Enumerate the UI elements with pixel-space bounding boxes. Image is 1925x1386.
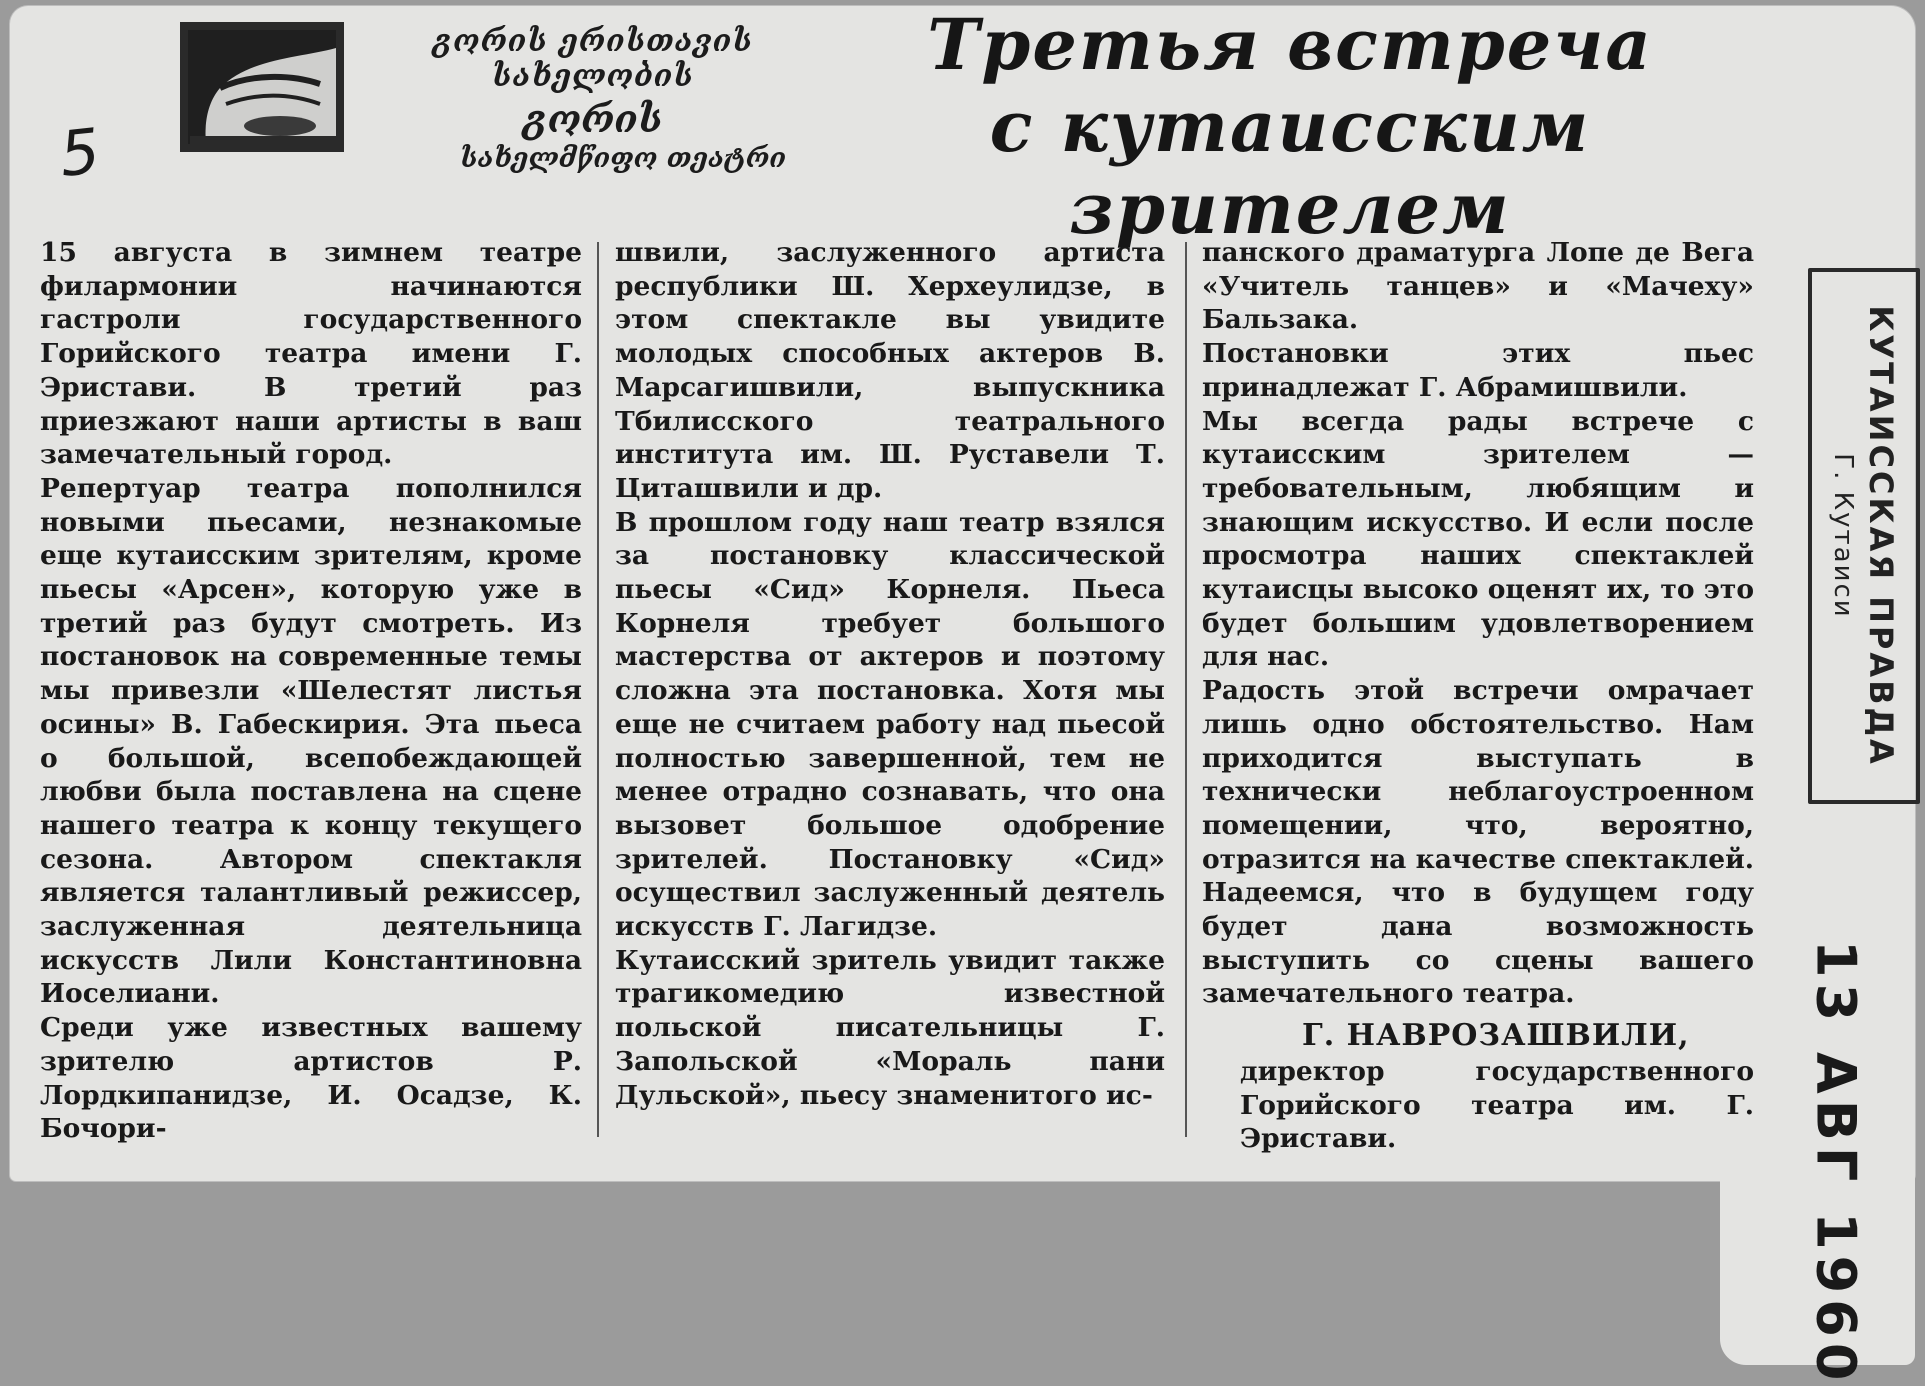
paragraph: 15 августа в зимнем театре филармонии начинаются гастроли государственного Горийского театра имени Г. Эристави. В третий раз приезжают наши артисты в ваш замечательный город. xyxy=(40,237,582,471)
paragraph: Среди уже известных вашему зрителю артистов Р. Лордкипанидзе, И. Осадзе, К. Бочори- xyxy=(40,1012,582,1145)
paragraph: Постановки этих пьес принадлежат Г. Абрамишвили. xyxy=(1202,338,1754,403)
newspaper-source-stamp xyxy=(1808,268,1920,804)
theatre-masthead xyxy=(180,18,830,174)
headline-line-1: Третья встреча xyxy=(927,3,1653,86)
column-divider xyxy=(597,242,599,1137)
paragraph: швили, заслуженного артиста республики Ш. Херхеулидзе, в этом спектакле вы увидите молодых способных актеров В. Марсагишвили, выпускника Тбилисского театрального института им. Ш. Руставели Т. Циташвили и др. xyxy=(615,237,1165,504)
source-stamp-text xyxy=(1828,276,1900,796)
column-divider xyxy=(1185,242,1187,1137)
article-column-1 xyxy=(40,236,582,1146)
masthead-line-2: გორის xyxy=(523,96,663,141)
headline-line-2: с кутаисским xyxy=(989,85,1591,168)
masthead-text xyxy=(358,24,828,174)
handwritten-page-number: 5 xyxy=(56,114,104,191)
article-headline xyxy=(870,4,1710,250)
paragraph: В прошлом году наш театр взялся за постановку классической пьесы «Сид» Корнеля. Пьеса Корнеля требует большого мастерства от актеров и поэтому сложна эта постановка. Хотя мы еще не считаем работу над пьесой полностью завершенной, тем не менее отрадно сознавать, что она вызовет большое одобрение зрителей. Постановку «Сид» осуществил заслуженный деятель искусств Г. Лагидзе. xyxy=(615,506,1165,943)
paragraph: Радость этой встречи омрачает лишь одно обстоятельство. Нам приходится выступать в технически неблагоустроенном помещении, что, вероятно, отразится на качестве спектаклей. Надеемся, что в будущем году будет дана возможность выступить со сцены вашего замечательного театра. xyxy=(1202,675,1754,1010)
author-name: Г. НАВРОЗАШВИЛИ, xyxy=(1302,1018,1690,1053)
paragraph: Репертуар театра пополнился новыми пьесами, незнакомые еще кутаисским зрителям, кроме пьесы «Арсен», которую уже в третий раз будут смотреть. Из постановок на современные темы мы привезли «Шелестят листья осины» В. Габескирия. Эта пьеса о большой, всепобеждающей любви была поставлена на сцене нашего театра к концу текущего сезона. Автором спектакля является талантливый режиссер, заслуженная деятельница искусств Лили Константиновна Иоселиани. xyxy=(40,472,582,1010)
paragraph: панского драматурга Лопе де Вега «Учитель танцев» и «Мачеху» Бальзака. xyxy=(1202,237,1754,336)
article-column-2 xyxy=(615,236,1165,1112)
theatre-curtain-emblem xyxy=(180,18,350,158)
headline-line-3: зрителем xyxy=(1069,167,1511,250)
masthead-line-3: სახელმწიფო თეატრი xyxy=(459,143,787,174)
author-signature xyxy=(1240,1018,1754,1156)
date-stamp: 13 АВГ 1960 xyxy=(1804,940,1868,1386)
source-city: Г. Кутаиси xyxy=(1828,453,1858,619)
article-column-3 xyxy=(1202,236,1754,1011)
paragraph: Кутаисский зритель увидит также трагикомедию известной польской писательницы Г. Запольской «Мораль пани Дульской», пьесу знаменитого ис- xyxy=(615,944,1165,1111)
author-role: директор государственного Горийского театра им. Г. Эристави. xyxy=(1240,1056,1754,1155)
source-newspaper-name: КУТАИССКАЯ ПРАВДА xyxy=(1862,305,1900,767)
paragraph: Мы всегда рады встрече с кутаисским зрителем — требовательным, любящим и знающим искусство. И если после просмотра наших спектаклей кутаисцы высоко оценят их, то это будет большим удовлетворением для нас. xyxy=(1202,405,1754,673)
masthead-line-1: გორის ერისთავის სახელობის xyxy=(432,24,754,94)
